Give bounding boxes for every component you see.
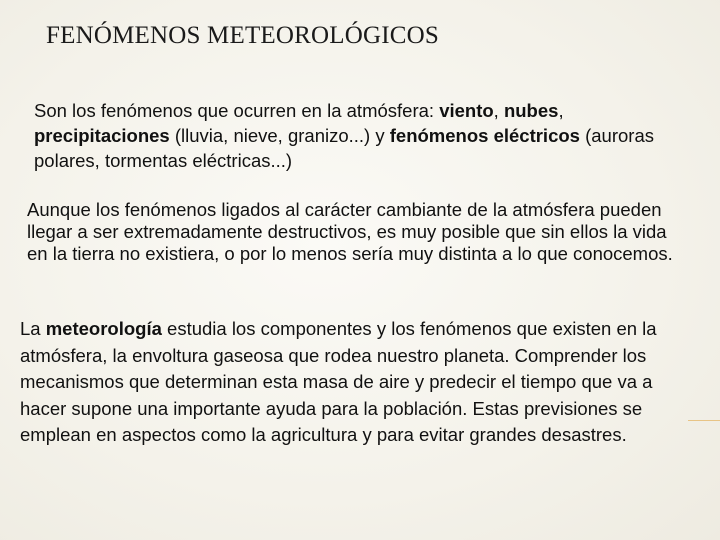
paragraph-definition [34, 98, 674, 173]
p3-text-2: estudia los componentes y los fenómenos que existen en la atmósfera, la envoltura gaseosa que rodea nuestro planeta. Comprender los mecanismos que determinan esta masa de aire y predecir el tiempo que va a hacer supone una importante ayuda para la población. Estas previsiones se emplean en aspectos como la agricultura y para evitar grandes desastres. [20, 318, 657, 445]
p1-bold-precipitaciones: precipitaciones [34, 125, 170, 146]
p1-bold-viento: viento [439, 100, 494, 121]
p1-text-2: , [493, 100, 504, 121]
p1-text-1: Son los fenómenos que ocurren en la atmósfera: [34, 100, 440, 121]
slide-title: FENÓMENOS METEOROLÓGICOS [46, 22, 440, 49]
paragraph-meteorology [20, 316, 700, 449]
p3-bold-meteorologia: meteorología [45, 318, 162, 339]
p1-text-4: (lluvia, nieve, granizo...) y [169, 125, 390, 146]
p1-bold-fenomenos-electricos: fenómenos eléctricos [389, 125, 580, 146]
decorative-rule [688, 420, 720, 421]
p1-bold-nubes: nubes [503, 100, 559, 121]
p3-text-1: La [20, 318, 46, 339]
p1-text-5: (auroras polares, tormentas eléctricas...) [34, 125, 654, 171]
p1-text-3: , [558, 100, 564, 121]
paragraph-importance: Aunque los fenómenos ligados al carácter cambiante de la atmósfera pueden llegar a ser extremadamente destructivos, es muy posible que sin ellos la vida en la tierra no existiera, o por lo menos sería muy distinta a lo que conocemos. [27, 199, 673, 264]
